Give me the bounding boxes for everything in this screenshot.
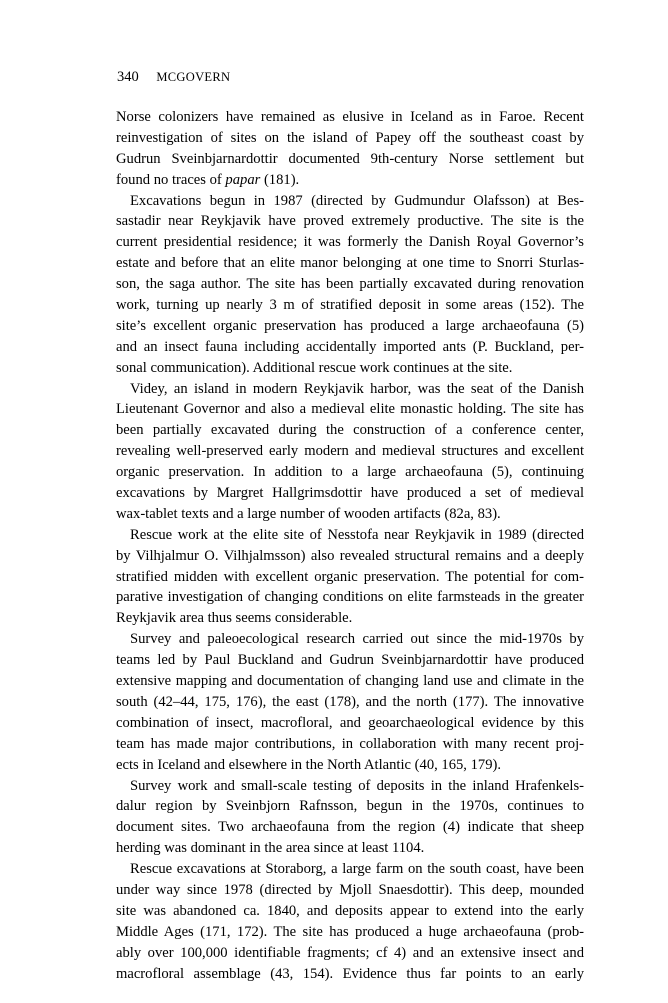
text-line: and an insect fauna including accidentally imported ants (P. Buckland, per- [116,338,584,355]
text-line: teams led by Paul Buckland and Gudrun Sveinbjarnardottir have produced [116,652,584,669]
text-line: team has made major contributions, in collaboration with many recent proj- [116,735,584,752]
text-line: stratified midden with excellent organic preservation. The potential for com- [116,568,584,585]
text-line: site’s excellent organic preservation has produced a large archaeofauna (5) [116,317,584,334]
text-line: Excavations begun in 1987 (directed by Gudmundur Olafsson) at Bes- [130,192,584,209]
text-line: Gudrun Sveinbjarnardottir documented 9th-century Norse settlement but [116,150,584,167]
text-line [116,170,584,191]
text-segment: (181). [260,171,300,188]
text-line: organic preservation. In addition to a large archaeofauna (5), continuing [116,464,584,481]
italic-term: papar [225,171,261,188]
text-line: parative investigation of changing conditions on elite farmsteads in the greater [116,589,584,606]
text-line: Rescue work at the elite site of Nesstofa near Reykjavik in 1989 (directed [130,526,584,543]
text-line: sastadir near Reykjavik have proved extremely productive. The site is the [116,213,584,230]
text-line: by Vilhjalmur O. Vilhjalmsson) also revealed structural remains and a deeply [116,547,584,564]
text-segment: found no traces of [116,171,226,188]
text-line: under way since 1978 (directed by Mjoll Snaesdottir). This deep, mounded [116,881,584,898]
text-line: Middle Ages (171, 172). The site has produced a huge archaeofauna (prob- [116,923,584,940]
text-line: herding was dominant in the area since at least 1104. [116,840,425,857]
text-line: Survey work and small-scale testing of deposits in the inland Hrafenkels- [130,777,584,794]
text-line: south (42–44, 175, 176), the east (178), and the north (177). The innovative [116,693,584,710]
text-line: wax-tablet texts and a large number of wooden artifacts (82a, 83). [116,505,501,522]
page-header [117,67,587,87]
text-line: ects in Iceland and elsewhere in the North Atlantic (40, 165, 179). [116,756,501,773]
text-line: sonal communication). Additional rescue work continues at the site. [116,359,513,376]
text-line: combination of insect, macrofloral, and geoarchaeological evidence by this [116,714,584,731]
text-line: Norse colonizers have remained as elusive in Iceland as in Faroe. Recent [116,109,584,125]
text-line: extensive mapping and documentation of changing land use and climate in the [116,673,584,690]
text-line: son, the saga author. The site has been partially excavated during renovation [116,276,584,293]
body-text [116,107,584,984]
text-line: document sites. Two archaeofauna from the region (4) indicate that sheep [116,819,584,836]
text-line: been partially excavated during the construction of a conference center, [116,422,584,439]
text-line: work, turning up nearly 3 m of stratified deposit in some areas (152). The [116,297,584,314]
text-line: current presidential residence; it was formerly the Danish Royal Governor’s [116,234,584,251]
text-line: estate and before that an elite manor belonging at one time to Snorri Sturlas- [116,255,584,272]
text-line: reinvestigation of sites on the island of Papey off the southeast coast by [116,129,584,146]
text-line: ably over 100,000 identifiable fragments; cf 4) and an extensive insect and [116,944,584,961]
text-line: Videy, an island in modern Reykjavik harbor, was the seat of the Danish [130,380,584,397]
text-line: Rescue excavations at Storaborg, a large farm on the south coast, have been [130,861,584,878]
running-head: MCGOVERN [156,70,231,84]
text-line: site was abandoned ca. 1840, and deposits appear to extend into the early [116,902,584,919]
text-line: Reykjavik area thus seems considerable. [116,610,353,627]
page-number: 340 [117,69,139,85]
text-line: revealing well-preserved early modern and medieval structures and excellent [116,443,584,460]
text-line: macrofloral assemblage (43, 154). Evidence thus far points to an early [116,965,584,982]
text-line: excavations by Margret Hallgrimsdottir have produced a set of medieval [116,485,584,502]
text-line: dalur region by Sveinbjorn Rafnsson, begun in the 1970s, continues to [116,798,584,815]
text-line: Survey and paleoecological research carried out since the mid-1970s by [130,631,584,648]
text-line: Lieutenant Governor and also a medieval elite monastic holding. The site has [116,401,584,418]
